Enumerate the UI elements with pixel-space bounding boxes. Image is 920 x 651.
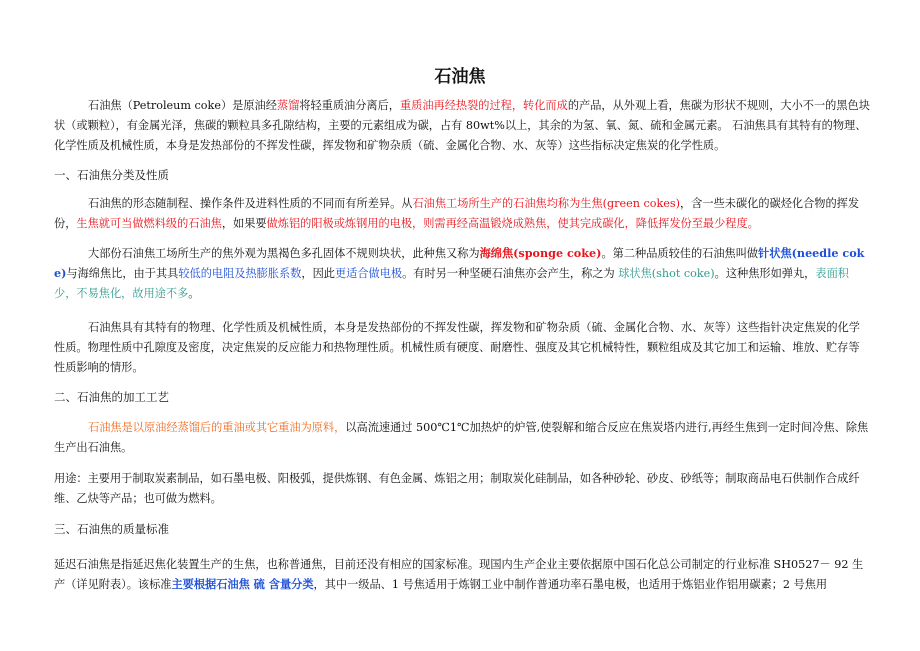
paragraph-uses: 用途：主要用于制取炭素制品，如石墨电极、阳极弧，提供炼钢、有色金属、炼铝之用；制取炭化硅制品，如各种砂轮、砂皮、砂纸等；制取商品电石供制作合成纤维、乙炔等产品；也可做为燃料。 [54, 472, 860, 505]
standards-highlight-sulfur: 主要根据石油焦 硫 含量分类 [171, 576, 314, 591]
section-heading-process: 二、石油焦的加工工艺 [54, 390, 169, 404]
coke-types-text-5: 。有时另一种坚硬石油焦亦会产生，称之为 [402, 266, 619, 280]
coke-types-text-1: 大部份石油焦工场所生产的焦外观为黑褐色多孔固体不规则块状，此种焦又称为 [88, 247, 480, 260]
paragraph-intro [54, 96, 870, 155]
green-coke-highlight-2: 生焦就可当做燃料级的石油焦 [76, 216, 222, 230]
process-highlight-feedstock: 石油焦是以原油经蒸馏后的重油或其它重油为原料， [88, 421, 346, 434]
section-heading-standards: 三、石油焦的质量标准 [54, 522, 169, 536]
standards-text-2: ，其中一级品、1 号焦适用于炼钢工业中制作普通功率石墨电极，也适用于炼铝业作铝用碳素；2 号焦用 [313, 577, 828, 591]
process-text: 以高流速通过 500℃1℃加热炉的炉管,使裂解和缩合反应在焦炭塔内进行,再经生焦到一定时间冷焦、除焦生产出石油焦。 [54, 421, 869, 454]
document-title: 石油焦 [434, 67, 486, 87]
needle-coke-term: 针状焦(needle coke) [54, 246, 865, 280]
green-coke-text-1: 石油焦的形态随制程、操作条件及进料性质的不同而有所差异。从 [88, 197, 413, 210]
green-coke-highlight-3: 做炼铝的阳极或炼钢用的电极，则需再经高温锻烧成熟焦，使其完成碳化，降低挥发份至最少程度。 [266, 216, 759, 230]
intro-highlight-cracking: 重质油再经热裂的过程，转化而成 [399, 99, 568, 112]
paragraph-green-coke [54, 194, 870, 234]
paragraph-properties: 石油焦具有其特有的物理、化学性质及机械性质，本身是发热部份的不挥发性碳，挥发物和矿物杂质（硫、金属化合物、水、灰等）这些指针决定焦炭的化学性质。物理性质中孔隙度及密度，决定焦炭的反应能力和热物理性质。机械性质有硬度、耐磨性、强度及其它机械特性，颗粒组成及其它加工和运输、堆放、贮存等性质影响的情形。 [54, 321, 860, 374]
green-coke-text-2: ，含一些未碳化的碳烃化合物的挥发份， [54, 197, 860, 230]
intro-text-1: 石油焦（Petroleum coke）是原油经 [88, 99, 277, 112]
section-heading-classification: 一、石油焦分类及性质 [54, 168, 169, 182]
needle-coke-property: 较低的电阻及热膨胀系数 [178, 266, 302, 280]
paragraph-standards [54, 555, 870, 595]
intro-text-2: 将轻重质油分离后， [299, 99, 400, 112]
coke-types-text-3: 与海绵焦比，由于其具 [66, 266, 179, 280]
green-coke-text-3: ，如果要 [221, 216, 267, 230]
coke-types-text-4: ，因此 [301, 266, 335, 280]
shot-coke-property: 表面积少，不易焦化，故用途不多 [54, 266, 849, 300]
green-coke-highlight-1: 石油焦工场所生产的石油焦均称为生焦(green cokes) [412, 197, 681, 210]
intro-text-3: 的产品，从外观上看，焦碳为形状不规则，大小不一的黑色块状（或颗粒），有金属光泽，焦碳的颗粒具多孔隙结构，主要的元素组成为碳，占有 80wt%以上，其余的为氢、氧、氮、硫和金属元素。 石油焦具有其特有的物理、化学性质及机械性质，本身是发热部份的不挥发性碳，挥发物和矿物杂质（硫、金属化合物、水、灰等）这些指标决定焦炭的化学性质。 [54, 99, 870, 152]
coke-types-text-2: 。第二种品质较佳的石油焦叫做 [601, 247, 759, 260]
paragraph-process [54, 418, 870, 458]
shot-coke-term: 球状焦(shot coke) [618, 266, 715, 280]
paragraph-coke-types [54, 244, 870, 303]
intro-highlight-distillation: 蒸馏 [276, 99, 300, 112]
standards-text-1: 延迟石油焦是指延迟焦化装置生产的生焦，也称普通焦，目前还没有相应的国家标准。现国内生产企业主要依据原中国石化总公司制定的行业标准 SH0527－ 92 生产（详见附表）。该标准 [54, 558, 864, 591]
sponge-coke-term: 海绵焦(sponge coke) [479, 246, 602, 260]
needle-coke-use: 更适合做电极 [334, 266, 403, 280]
coke-types-text-6: 。这种焦形如弹丸， [714, 266, 816, 280]
coke-types-text-7: 。 [188, 286, 200, 300]
